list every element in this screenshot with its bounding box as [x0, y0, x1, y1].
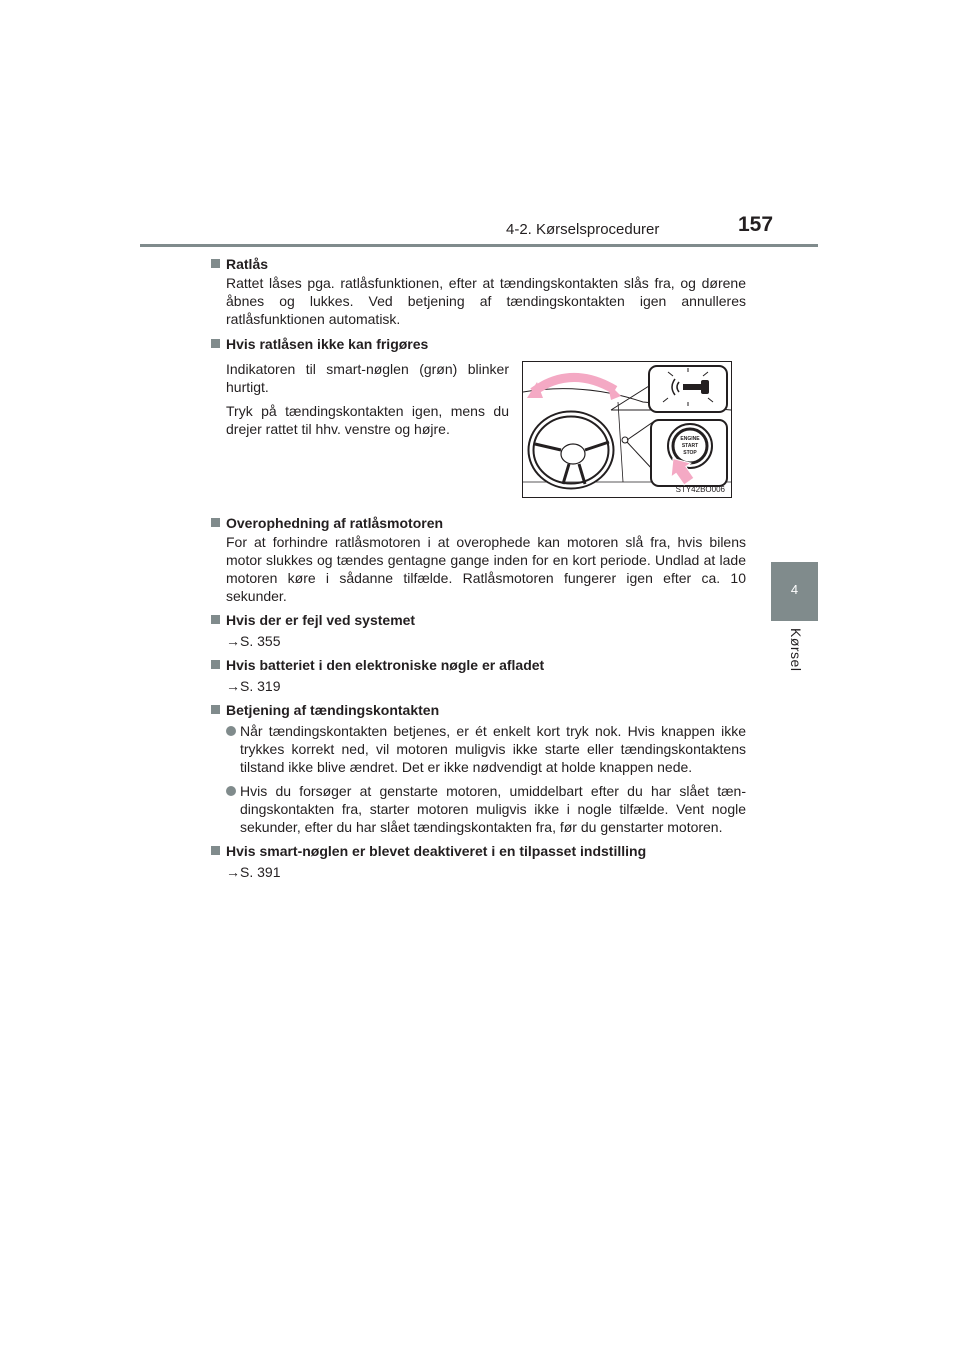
main-content-lower [210, 513, 746, 881]
page-number: 157 [738, 213, 774, 236]
main-content [210, 254, 746, 354]
section-heading: Hvis ratlåsen ikke kan frigøres [226, 336, 429, 352]
section-betjening [210, 700, 746, 836]
section-square-icon [211, 660, 220, 669]
section-overophedning [210, 513, 746, 605]
chapter-number: 4 [790, 582, 799, 597]
header-rule [140, 244, 818, 247]
button-text-stop: STOP [683, 450, 697, 456]
section-heading: Overophedning af ratlåsmotoren [226, 515, 444, 531]
steering-wheel-diagram [523, 362, 731, 497]
section-square-icon [211, 518, 220, 527]
section-fejl [210, 610, 746, 650]
button-text-start: START [681, 443, 699, 449]
page-reference: →S. 319 [226, 678, 281, 694]
bullet-dot-icon [226, 726, 236, 736]
steering-lock-illustration [522, 361, 732, 498]
bullet-item: Hvis du forsøger at genstarte motoren, umiddelbart efter du har slået tæn-dingskontakten fra, starter motoren muligvis ikke i nogle tilfælde. Vent nogle sekunder, efter du har slået tændingskontakten fra, før du genstarter motoren. [226, 782, 746, 836]
page-reference: →S. 391 [226, 864, 281, 880]
section-heading: Ratlås [226, 256, 269, 272]
chapter-label: Kørsel [788, 628, 804, 672]
bullet-item: Når tændingskontakten betjenes, er ét enkelt kort tryk nok. Hvis knappen ikke trykkes korrekt ned, vil motoren muligvis ikke starte eller tændingskontaktens tilstand ikke blive ændret. Det er ikke nødvendigt at holde knappen nede. [226, 722, 746, 776]
section-ratlaas [210, 254, 746, 328]
section-smartnoegle [210, 841, 746, 881]
button-text-engine: ENGINE [680, 436, 700, 442]
section-heading: Betjening af tændingskontakten [226, 702, 440, 718]
section-square-icon [211, 339, 220, 348]
section-square-icon [211, 615, 220, 624]
bullet-dot-icon [226, 786, 236, 796]
section-square-icon [211, 259, 220, 268]
figure-text-instruction: Tryk på tændingskontakten igen, mens du drejer rattet til hhv. venstre og højre. [226, 403, 509, 437]
section-batteri [210, 655, 746, 695]
section-square-icon [211, 846, 220, 855]
steering-wheel-icon [531, 414, 611, 486]
chapter-tab [771, 562, 818, 621]
section-heading: Hvis smart-nøglen er blevet deaktiveret i en tilpasset indstilling [226, 843, 647, 859]
figure-caption-text [226, 360, 509, 444]
section-frigoeres [210, 334, 746, 354]
rotate-arrow-icon [533, 377, 615, 392]
page-reference: →S. 355 [226, 633, 281, 649]
figure-code: STY42BO006 [675, 485, 725, 494]
section-body: Rattet låses pga. ratlåsfunktionen, efter at tændingskontakten slås fra, og dørene åbnes og lukkes. Ved betjening af tændingskontakten igen annulleres ratlåsfunktionen automatisk. [226, 275, 746, 327]
section-heading: Hvis batteriet i den elektroniske nøgle er afladet [226, 657, 545, 673]
section-heading: Hvis der er fejl ved systemet [226, 612, 416, 628]
header-section-title: 4-2. Kørselsprocedurer [506, 221, 660, 238]
figure-text-indicator: Indikatoren til smart-nøglen (grøn) blinker hurtigt. [226, 361, 509, 395]
section-body: For at forhindre ratlåsmotoren i at overophede kan motoren slå fra, hvis bilens motor slukkes og tændes gentagne gange inden for en kort periode. Undlad at lade motoren køre i sådanne tilfælde. Ratlåsmotoren fungerer igen efter ca. 10 sekunder. [226, 534, 746, 604]
section-square-icon [211, 705, 220, 714]
